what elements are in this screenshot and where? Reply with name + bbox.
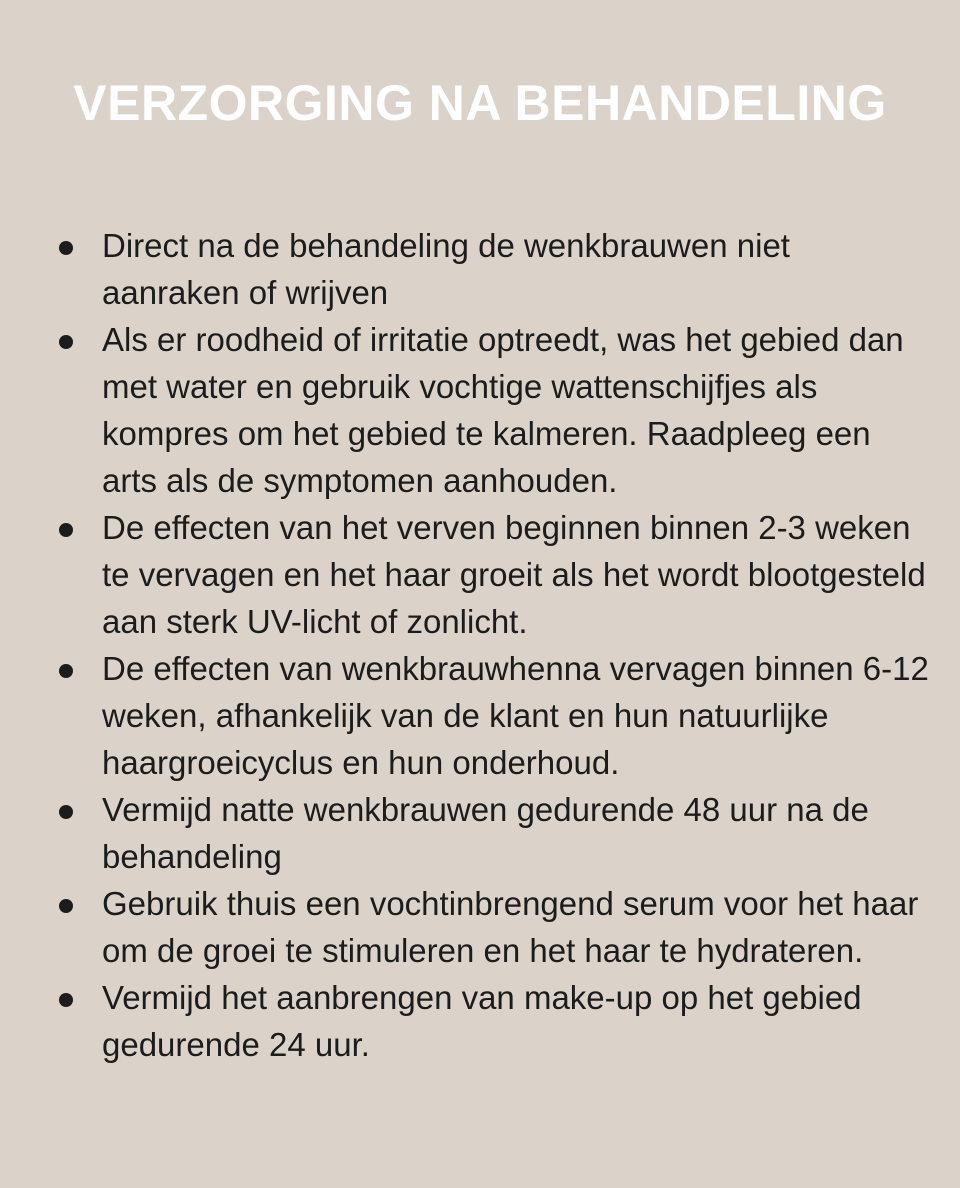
bullet-icon [59, 241, 73, 255]
list-item [0, 974, 960, 1068]
list-item [0, 504, 960, 645]
list-item-text: Vermijd het aanbrengen van make-up op het gebied gedurende 24 uur. [102, 979, 862, 1063]
bullet-icon [59, 993, 73, 1007]
list-item-text: Vermijd natte wenkbrauwen gedurende 48 uur na de behandeling [102, 791, 869, 875]
list-item [0, 880, 960, 974]
list-item [0, 645, 960, 786]
bullet-icon [59, 805, 73, 819]
bullet-icon [59, 664, 73, 678]
list-item [0, 316, 960, 504]
list-item [0, 222, 960, 316]
list-item-text: De effecten van wenkbrauwhenna vervagen binnen 6-12 weken, afhankelijk van de klant en hun natuurlijke haargroeicyclus en hun onderhoud. [102, 650, 929, 781]
bullet-icon [59, 335, 73, 349]
list-item-text: Direct na de behandeling de wenkbrauwen niet aanraken of wrijven [102, 227, 790, 311]
page-title: VERZORGING NA BEHANDELING [73, 75, 887, 131]
list-item-text: Gebruik thuis een vochtinbrengend serum voor het haar om de groei te stimuleren en het haar te hydrateren. [102, 885, 919, 969]
bullet-icon [59, 523, 73, 537]
bullet-icon [59, 899, 73, 913]
list-item [0, 786, 960, 880]
list-item-text: De effecten van het verven beginnen binnen 2-3 weken te vervagen en het haar groeit als het wordt blootgesteld aan sterk UV-licht of zonlicht. [102, 509, 926, 640]
aftercare-list [0, 222, 960, 1068]
list-item-text: Als er roodheid of irritatie optreedt, was het gebied dan met water en gebruik vochtige wattenschijfjes als kompres om het gebied te kalmeren. Raadpleeg een arts als de symptomen aanhouden. [102, 321, 904, 499]
